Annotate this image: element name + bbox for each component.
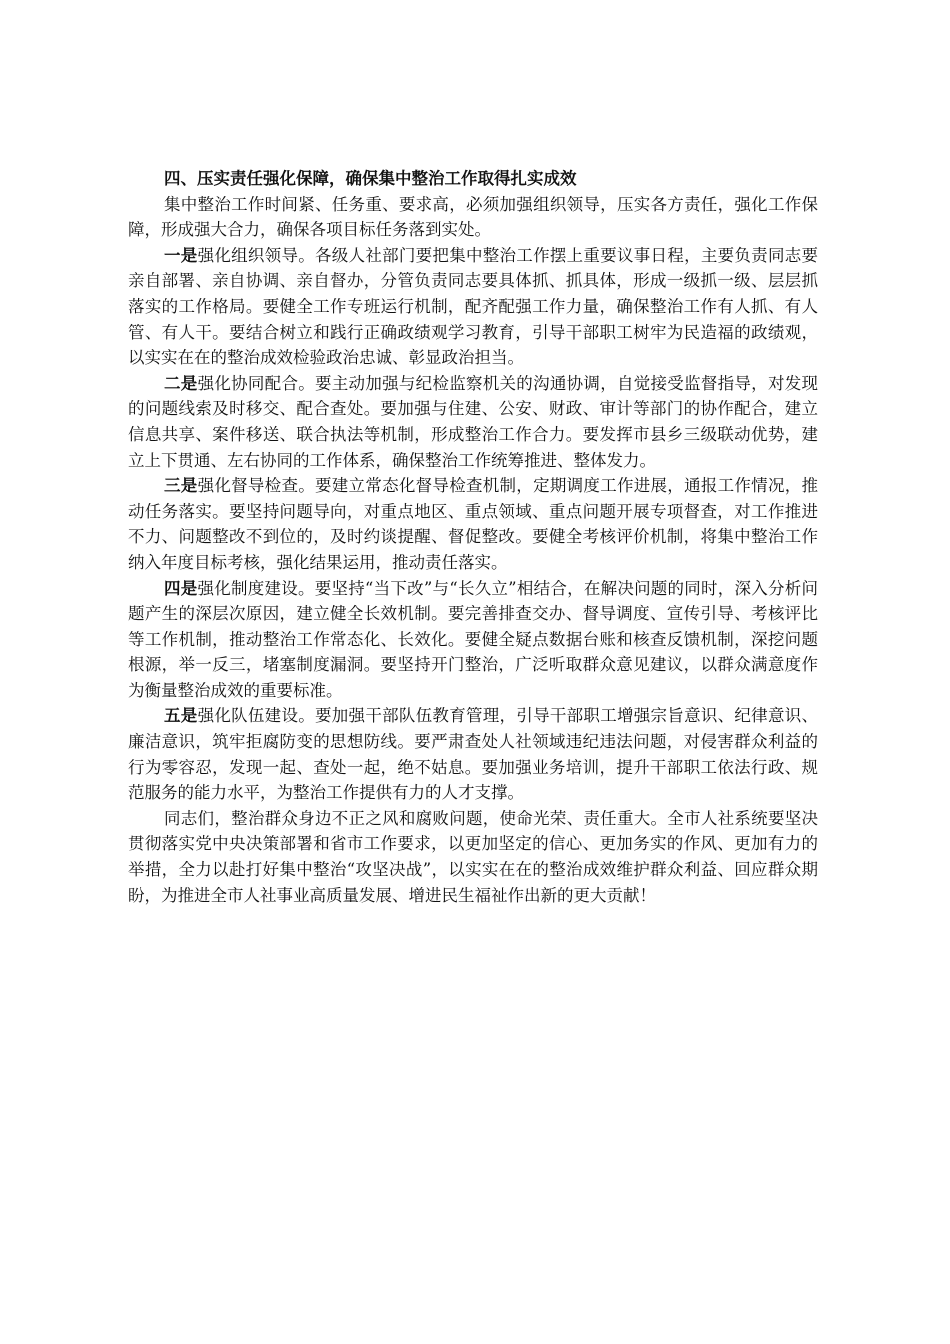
item-paragraph-2 xyxy=(128,371,818,473)
item-lead: 二是 xyxy=(164,373,198,393)
item-text: 强化协同配合。要主动加强与纪检监察机关的沟通协调，自觉接受监督指导，对发现的问题线索及时移交、配合查处。要加强与住建、公安、财政、审计等部门的协作配合，建立信息共享、案件移送、联合执法等机制，形成整治工作合力。要发挥市县乡三级联动优势，建立上下贯通、左右协同的工作体系，确保整治工作统筹推进、整体发力。 xyxy=(128,373,819,470)
closing-paragraph: 同志们，整治群众身边不正之风和腐败问题，使命光荣、责任重大。全市人社系统要坚决贯彻落实党中央决策部署和省市工作要求，以更加坚定的信心、更加务实的作风、更加有力的举措，全力以赴打好集中整治“攻坚决战”，以实实在在的整治成效维护群众利益、回应群众期盼，为推进全市人社事业高质量发展、增进民生福祉作出新的更大贡献！ xyxy=(128,808,818,905)
item-lead: 三是 xyxy=(164,476,198,496)
item-text: 强化组织领导。各级人社部门要把集中整治工作摆上重要议事日程，主要负责同志要亲自部署、亲自协调、亲自督办，分管负责同志要具体抓、抓具体，形成一级抓一级、层层抓落实的工作格局。要健全工作专班运行机制，配齐配强工作力量，确保整治工作有人抓、有人管、有人干。要结合树立和践行正确政绩观学习教育，引导干部职工树牢为民造福的政绩观，以实实在在的整治成效检验政治忠诚、彰显政治担当。 xyxy=(128,245,819,368)
document-body xyxy=(128,166,818,908)
item-lead: 四是 xyxy=(164,578,198,598)
item-lead: 五是 xyxy=(164,706,198,726)
item-paragraph-3 xyxy=(128,473,818,575)
item-text: 强化督导检查。要建立常态化督导检查机制，定期调度工作进展，通报工作情况，推动任务落实。要坚持问题导向，对重点地区、重点领域、重点问题开展专项督查，对工作推进不力、问题整改不到位的，及时约谈提醒、督促整改。要健全考核评价机制，将集中整治工作纳入年度目标考核，强化结果运用，推动责任落实。 xyxy=(128,476,819,572)
item-paragraph-5 xyxy=(128,703,818,805)
intro-paragraph: 集中整治工作时间紧、任务重、要求高，必须加强组织领导，压实各方责任，强化工作保障，形成强大合力，确保各项目标任务落到实处。 xyxy=(128,194,818,240)
item-text: 强化制度建设。要坚持“当下改”与“长久立”相结合，在解决问题的同时，深入分析问题产生的深层次原因，建立健全长效机制。要完善排查交办、督导调度、宣传引导、考核评比等工作机制，推动整治工作常态化、长效化。要健全疑点数据台账和核查反馈机制，深挖问题根源，举一反三，堵塞制度漏洞。要坚持开门整治，广泛听取群众意见建议，以群众满意度作为衡量整治成效的重要标准。 xyxy=(128,578,819,700)
item-paragraph-1 xyxy=(128,243,818,371)
section-heading: 四、压实责任强化保障，确保集中整治工作取得扎实成效 xyxy=(164,169,577,188)
item-text: 强化队伍建设。要加强干部队伍教育管理，引导干部职工增强宗旨意识、纪律意识、廉洁意识，筑牢拒腐防变的思想防线。要严肃查处人社领域违纪违法问题，对侵害群众利益的行为零容忍，发现一起、查处一起，绝不姑息。要加强业务培训，提升干部职工依法行政、规范服务的能力水平，为整治工作提供有力的人才支撑。 xyxy=(128,706,819,803)
item-paragraph-4 xyxy=(128,576,818,704)
item-lead: 一是 xyxy=(164,245,198,265)
